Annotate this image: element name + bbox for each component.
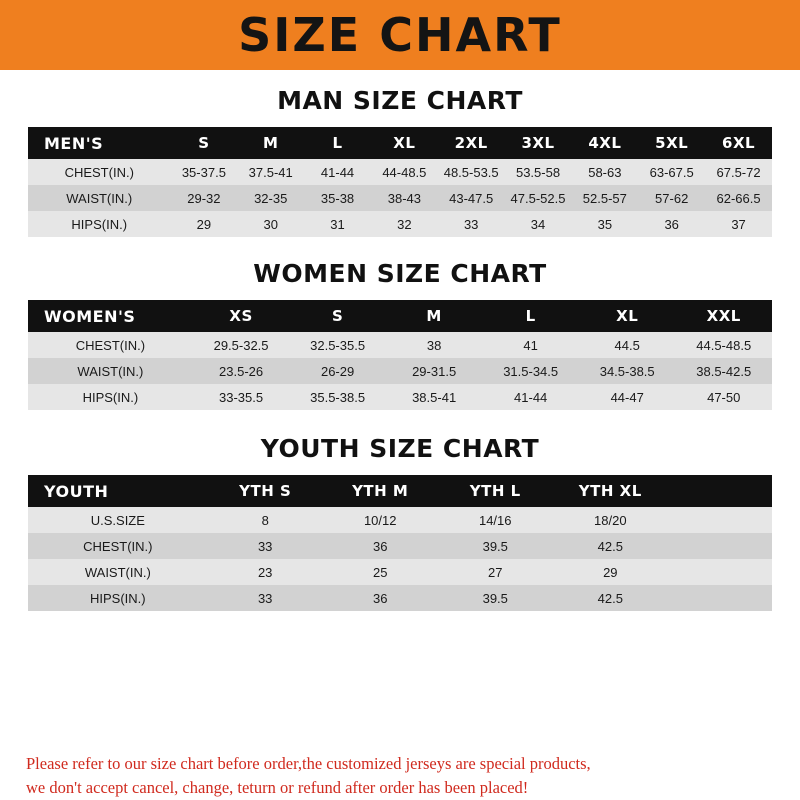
women-r2-c0: 33-35.5 [193, 384, 290, 410]
youth-r2-c1: 25 [323, 559, 438, 585]
men-r2-c5: 34 [505, 211, 572, 237]
youth-r3-c1: 36 [323, 585, 438, 611]
men-r0-c8: 67.5-72 [705, 159, 772, 185]
women-r0-c1: 32.5-35.5 [289, 332, 386, 358]
women-r1-c5: 38.5-42.5 [675, 358, 772, 384]
youth-header-label: YOUTH [28, 475, 208, 507]
men-col-5: 3XL [505, 127, 572, 159]
men-r0-c2: 41-44 [304, 159, 371, 185]
table-header-row [28, 475, 772, 507]
women-col-4: XL [579, 300, 676, 332]
youth-col-0: YTH S [208, 475, 323, 507]
women-row-0-label: CHEST(IN.) [28, 332, 193, 358]
youth-col-2: YTH L [438, 475, 553, 507]
youth-section-title: YOUTH SIZE CHART [260, 434, 540, 463]
women-size-table [28, 300, 772, 410]
women-r0-c0: 29.5-32.5 [193, 332, 290, 358]
women-r1-c2: 29-31.5 [386, 358, 483, 384]
youth-r1-c2: 39.5 [438, 533, 553, 559]
table-row [28, 585, 772, 611]
table-header-row [28, 300, 772, 332]
men-r2-c7: 36 [638, 211, 705, 237]
men-col-1: M [237, 127, 304, 159]
women-table-head [28, 300, 772, 332]
women-r0-c5: 44.5-48.5 [675, 332, 772, 358]
men-r1-c1: 32-35 [237, 185, 304, 211]
men-r1-c5: 47.5-52.5 [505, 185, 572, 211]
youth-r3-c3: 42.5 [553, 585, 668, 611]
men-col-4: 2XL [438, 127, 505, 159]
chart-content [0, 70, 800, 742]
youth-col-3: YTH XL [553, 475, 668, 507]
men-r1-c0: 29-32 [170, 185, 237, 211]
men-r0-c3: 44-48.5 [371, 159, 438, 185]
youth-row-0-label: U.S.SIZE [28, 507, 208, 533]
men-r2-c2: 31 [304, 211, 371, 237]
youth-r0-c0: 8 [208, 507, 323, 533]
men-table-body [28, 159, 772, 237]
youth-r2-c0: 23 [208, 559, 323, 585]
youth-r0-c2: 14/16 [438, 507, 553, 533]
table-header-row [28, 127, 772, 159]
women-col-2: M [386, 300, 483, 332]
men-r2-c6: 35 [571, 211, 638, 237]
men-r0-c1: 37.5-41 [237, 159, 304, 185]
men-col-7: 5XL [638, 127, 705, 159]
footer-disclaimer [0, 742, 800, 800]
women-r1-c4: 34.5-38.5 [579, 358, 676, 384]
youth-size-table [28, 475, 772, 611]
header-banner [0, 0, 800, 70]
youth-r2-c2: 27 [438, 559, 553, 585]
men-row-0-label: CHEST(IN.) [28, 159, 170, 185]
men-r1-c3: 38-43 [371, 185, 438, 211]
men-col-6: 4XL [571, 127, 638, 159]
men-r2-c3: 32 [371, 211, 438, 237]
men-row-2-label: HIPS(IN.) [28, 211, 170, 237]
men-header-label: MEN'S [28, 127, 170, 159]
women-r1-c0: 23.5-26 [193, 358, 290, 384]
women-r0-c4: 44.5 [579, 332, 676, 358]
men-size-table [28, 127, 772, 237]
youth-r1-spacer [668, 533, 772, 559]
youth-r1-c3: 42.5 [553, 533, 668, 559]
youth-r0-spacer [668, 507, 772, 533]
women-section-title: WOMEN SIZE CHART [253, 259, 547, 288]
women-r2-c4: 44-47 [579, 384, 676, 410]
women-r1-c1: 26-29 [289, 358, 386, 384]
men-r1-c7: 57-62 [638, 185, 705, 211]
women-col-3: L [482, 300, 579, 332]
youth-r0-c3: 18/20 [553, 507, 668, 533]
table-row [28, 159, 772, 185]
youth-row-2-label: WAIST(IN.) [28, 559, 208, 585]
table-row [28, 358, 772, 384]
table-row [28, 185, 772, 211]
women-header-label: WOMEN'S [28, 300, 193, 332]
men-r0-c6: 58-63 [571, 159, 638, 185]
women-r1-c3: 31.5-34.5 [482, 358, 579, 384]
table-row [28, 211, 772, 237]
women-col-0: XS [193, 300, 290, 332]
men-r2-c4: 33 [438, 211, 505, 237]
footer-line-1: Please refer to our size chart before order,the customized jerseys are special products, [26, 754, 591, 774]
men-r0-c5: 53.5-58 [505, 159, 572, 185]
men-r0-c7: 63-67.5 [638, 159, 705, 185]
youth-r2-c3: 29 [553, 559, 668, 585]
women-r2-c2: 38.5-41 [386, 384, 483, 410]
youth-row-1-label: CHEST(IN.) [28, 533, 208, 559]
table-row [28, 384, 772, 410]
youth-r1-c0: 33 [208, 533, 323, 559]
women-row-1-label: WAIST(IN.) [28, 358, 193, 384]
men-r0-c0: 35-37.5 [170, 159, 237, 185]
women-row-2-label: HIPS(IN.) [28, 384, 193, 410]
table-row [28, 533, 772, 559]
youth-r3-c2: 39.5 [438, 585, 553, 611]
men-r2-c8: 37 [705, 211, 772, 237]
youth-col-1: YTH M [323, 475, 438, 507]
women-r0-c3: 41 [482, 332, 579, 358]
table-row [28, 559, 772, 585]
youth-r0-c1: 10/12 [323, 507, 438, 533]
youth-r1-c1: 36 [323, 533, 438, 559]
women-col-1: S [289, 300, 386, 332]
men-r1-c4: 43-47.5 [438, 185, 505, 211]
table-row [28, 507, 772, 533]
men-col-3: XL [371, 127, 438, 159]
men-col-0: S [170, 127, 237, 159]
youth-r2-spacer [668, 559, 772, 585]
men-r2-c1: 30 [237, 211, 304, 237]
men-r1-c8: 62-66.5 [705, 185, 772, 211]
women-col-5: XXL [675, 300, 772, 332]
men-col-8: 6XL [705, 127, 772, 159]
women-table-body [28, 332, 772, 410]
men-r1-c2: 35-38 [304, 185, 371, 211]
youth-r3-c0: 33 [208, 585, 323, 611]
youth-table-head [28, 475, 772, 507]
men-r1-c6: 52.5-57 [571, 185, 638, 211]
men-r2-c0: 29 [170, 211, 237, 237]
men-section-title: MAN SIZE CHART [277, 86, 523, 115]
women-r0-c2: 38 [386, 332, 483, 358]
women-r2-c1: 35.5-38.5 [289, 384, 386, 410]
men-r0-c4: 48.5-53.5 [438, 159, 505, 185]
youth-col-spacer [668, 475, 772, 507]
youth-row-3-label: HIPS(IN.) [28, 585, 208, 611]
men-col-2: L [304, 127, 371, 159]
men-table-head [28, 127, 772, 159]
women-r2-c3: 41-44 [482, 384, 579, 410]
footer-line-2: we don't accept cancel, change, teturn or refund after order has been placed! [26, 778, 529, 798]
youth-table-body [28, 507, 772, 611]
women-r2-c5: 47-50 [675, 384, 772, 410]
table-row [28, 332, 772, 358]
youth-r3-spacer [668, 585, 772, 611]
men-row-1-label: WAIST(IN.) [28, 185, 170, 211]
page-title: SIZE CHART [238, 8, 562, 62]
